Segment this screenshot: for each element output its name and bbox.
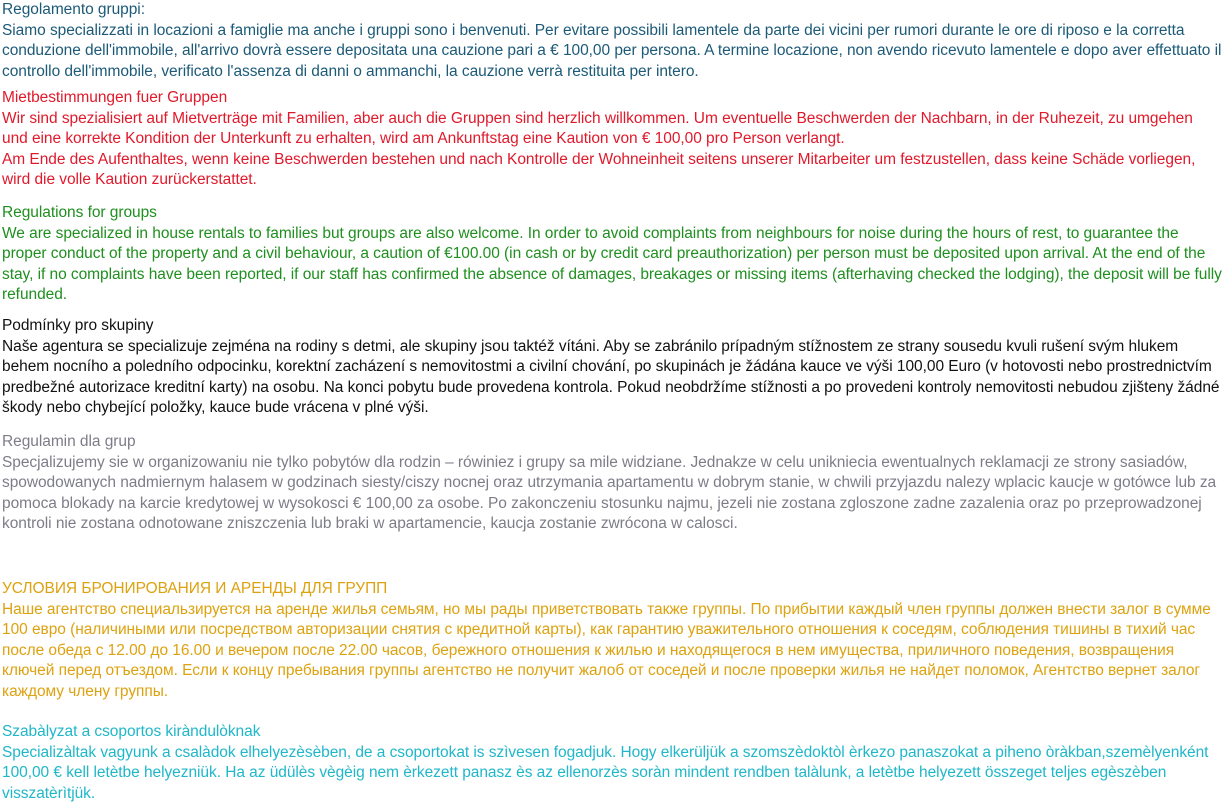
section-text-german-2: Am Ende des Aufenthaltes, wenn keine Beschwerden bestehen und nach Kontrolle der Wohneinheit seitens unserer Mitarbeiter um festzustellen, dass keine Schäde vorliegen, wird die volle Kaution zurückerstattet. [2,150,1196,188]
section-german [2,88,1222,191]
section-title-hungarian: Szabàlyzat a csoportos kiràndulòknak [2,723,261,740]
section-title-italian: Regolamento gruppi: [2,1,145,18]
section-italian [2,0,1222,82]
section-text-russian: Наше агентство специальзируется на аренде жилья семьям, но мы рады приветствовать также группы. По прибытии каждый член группы должен внести залог в сумме 100 евро (наличиными или посредством авторизации снятия с кредитной карты), как гарантию уважительного отношения к соседям, соблюдения тишины в тихий час после обеда с 12.00 до 16.00 и вечером после 22.00 часов, бережного отношения к жилью и находящегося в нем имущества, приличного поведения, возвращения ключей перед отъездом. Если к концу пребывания группы агентство не получит жалоб от соседей и после проверки жилья не найдет поломок, Агентство вернет залог каждому члену группы. [2,600,1211,700]
section-text-hungarian: Specializàltak vagyunk a csalàdok elhelyezèsèben, de a csoportokat is szìvesen fogadjuk. Hogy elkerüljük a szomszèdoktòl èrkezo panaszokat a piheno òràkban,szemèlyenként 100,00 € kell letètbe helyezniük. Ha az üdülès vègèig nem èrkezett panasz ès az ellenorzès soràn mindent rendben talàlunk, a letètbe helyezett összeget teljes egèszèben visszatèrìtjük. [2,743,1209,802]
section-text-german-1: Wir sind spezialisiert auf Mietverträge mit Familien, aber auch die Gruppen sind herzlich willkommen. Um eventuelle Beschwerden der Nachbarn, in der Ruhezeit, zu umgehen und eine korrekte Kondition der Unterkunft zu erhalten, wird am Ankunftstag eine Kaution von € 100,00 pro Person verlangt. [2,109,1193,147]
section-title-german: Mietbestimmungen fuer Gruppen [2,89,228,106]
section-text-english: We are specialized in house rentals to families but groups are also welcome. In order to avoid complaints from neighbours for noise during the hours of rest, to guarantee the proper conduct of the property and a civil behaviour, a caution of €100.00 (in cash or by credit card preauthorization) per person must be deposited upon arrival. At the end of the stay, if no complaints have been reported, if our staff has confirmed the absence of damages, breakages or missing items (afterhaving checked the lodging), the deposit will be fully refunded. [2,224,1222,303]
section-czech [2,316,1222,419]
section-polish [2,432,1222,535]
section-russian [2,579,1222,702]
section-title-russian: УСЛОВИЯ БРОНИРОВАНИЯ И АРЕНДЫ ДЛЯ ГРУПП [2,580,388,597]
section-title-english: Regulations for groups [2,204,157,221]
section-hungarian [2,722,1222,804]
section-text-italian: Siamo specializzati in locazioni a famiglie ma anche i gruppi sono i benvenuti. Per evitare possibili lamentele da parte dei vicini per rumori durante le ore di riposo e la corretta conduzione dell'immobile, all'arrivo dovrà essere depositata una cauzione pari a € 100,00 per persona. A termine locazione, non avendo ricevuto lamentele e dopo aver effettuato il controllo dell'immobile, verificato l'assenza di danni o ammanchi, la cauzione verrà restituita per intero. [2,21,1222,80]
section-title-czech: Podmínky pro skupiny [2,317,154,334]
section-title-polish: Regulamin dla grup [2,433,136,450]
section-text-polish: Specjalizujemy sie w organizowaniu nie tylko pobytów dla rodzin – rówiniez i grupy sa mile widziane. Jednakze w celu unikniecia ewentualnych reklamacji ze strony sasiadów, spowodowanych nadmiernym halasem w godzinach siesty/ciszy nocnej oraz utrzymania apartamentu w dobrym stanie, w chwili przyjazdu nalezy wplacic kaucje w gotówce lub za pomoca blokady na karcie kredytowej w wysokosci € 100,00 za osobe. Po zakonczeniu stosunku najmu, jezeli nie zostana zgloszone zadne zazalenia oraz po przeprowadzonej kontroli nie zostana odnotowane zniszczenia lub braki w apartamencie, kaucja zostanie zwrócona w calosci. [2,453,1217,532]
section-text-czech: Naše agentura se specializuje zejména na rodiny s detmi, ale skupiny jsou taktéž vítáni. Aby se zabránilo prípadným stížnostem ze strany sousedu kvuli rušení svým hlukem behem nocního a poledního odpocinku, korektní zacházení s nemovitostmi a civilní chování, po skupinách je žádána kauce ve výši 100,00 Euro (v hotovosti nebo prostrednictvím predbežné autorizace kreditní karty) na osobu. Na konci pobytu bude provedena kontrola. Pokud neobdržíme stížnosti a po provedeni kontroly nemovitosti nebudou zjišteny žádné škody nebo chybející položky, kauce bude vrácena v plné výši. [2,337,1220,416]
section-english [2,203,1222,306]
